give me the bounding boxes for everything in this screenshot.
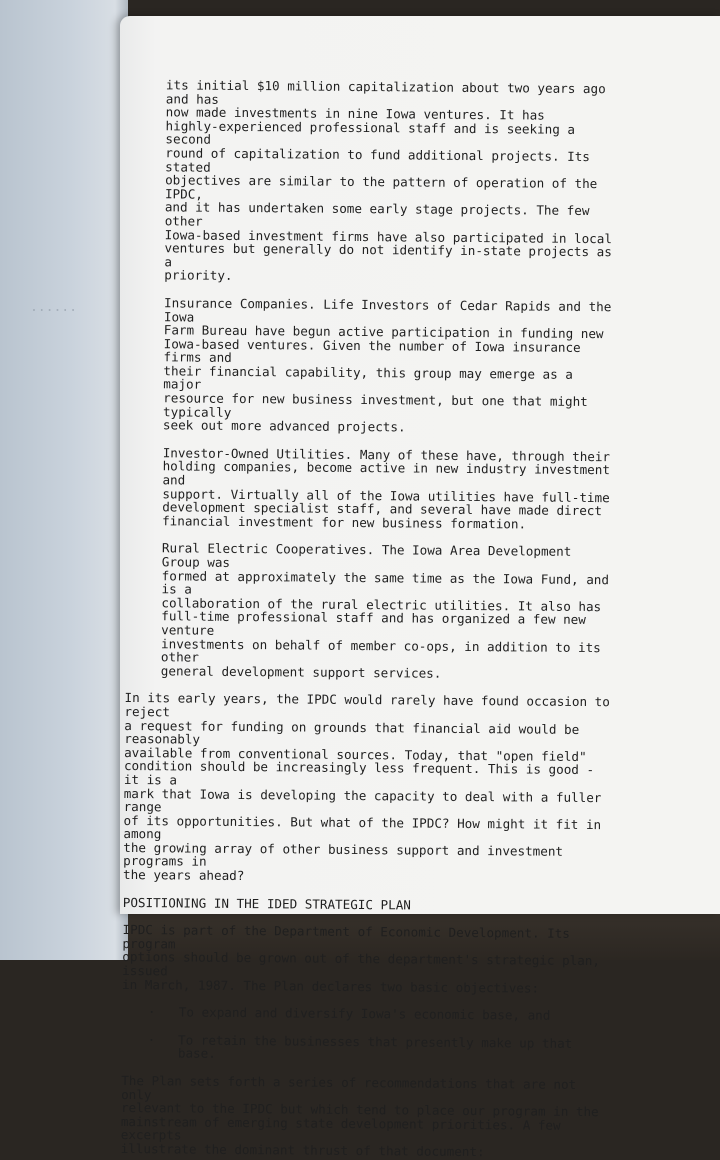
section-heading: POSITIONING IN THE IDED STRATEGIC PLAN bbox=[122, 894, 411, 913]
paragraph-rural-electric-cooperatives: Rural Electric Cooperatives. The Iowa Area Development Group was formed at approximately the same time as the Iowa Fund, and is a collaboration of the rural electric utilities. It also has full-time professional staff and has organized a few new venture investments on behalf of member co-ops, in addition to its other general development support services. bbox=[160, 540, 610, 681]
bullet-marker: · bbox=[147, 1004, 156, 1020]
paragraph-early-years: In its early years, the IPDC would rarely have found occasion to reject a request for funding on grounds that financial aid would be reasonably available from conventional sources. Today, that "open field" condition should be increasingly less frequent. This is good - it is a mark that Iowa is developing the capacity to deal with a fuller range of its opportunities. But what of the IPDC? How might it fit in among the growing array of other business support and investment programs in the years ahead? bbox=[122, 690, 610, 884]
paragraph-insurance-companies: Insurance Companies. Life Investors of Cedar Rapids and the Iowa Farm Bureau have begun active participation in funding new Iowa-based ventures. Given the number of Iowa insurance firms and their financial capability, this group may emerge as a major resource for new business investment, but one that might typically seek out more advanced projects. bbox=[162, 295, 612, 435]
bullet-text: To expand and diversify Iowa's economic base, and bbox=[178, 1004, 551, 1023]
bleed-through-text: ...... bbox=[30, 300, 77, 315]
bullet-marker: · bbox=[147, 1032, 156, 1048]
document-text bbox=[121, 78, 618, 1160]
paragraph-plan-recommendations: The Plan sets forth a series of recommendations that are not only relevant to the IPDC but which tend to place our program in the mainstream of emerging state development priorities. A few excerpts illustrate the dominant thrust of that document: bbox=[120, 1072, 599, 1160]
bullet-text: To retain the businesses that presently make up that base. bbox=[177, 1032, 573, 1062]
paragraph-ipdc-part: IPDC is part of the Department of Economic Development. Its program options should be grown out of the department's strategic plan, issued in March, 1987. The Plan declares two basic objectives: bbox=[122, 922, 601, 996]
bullet-item bbox=[121, 1033, 609, 1064]
previous-page-edge bbox=[0, 0, 128, 960]
paragraph-ipdc-intro: its initial $10 million capitalization about two years ago and has now made investments in nine Iowa ventures. It has highly-experienced professional staff and is seeking a second round of capitalization to fund additional projects. Its stated objectives are similar to the pattern of operation of the IPDC, and it has undertaken some early stage projects. The few other Iowa-based investment firms have also participated in local ventures but generally do not identify in-state projects as a priority. bbox=[164, 77, 613, 284]
paragraph-investor-owned-utilities: Investor-Owned Utilities. Many of these have, through their holding companies, become active in new industry investment and support. Virtually all of the Iowa utilities have full-time development specialist staff, and several have made direct financial investment for new business formation. bbox=[162, 445, 611, 532]
